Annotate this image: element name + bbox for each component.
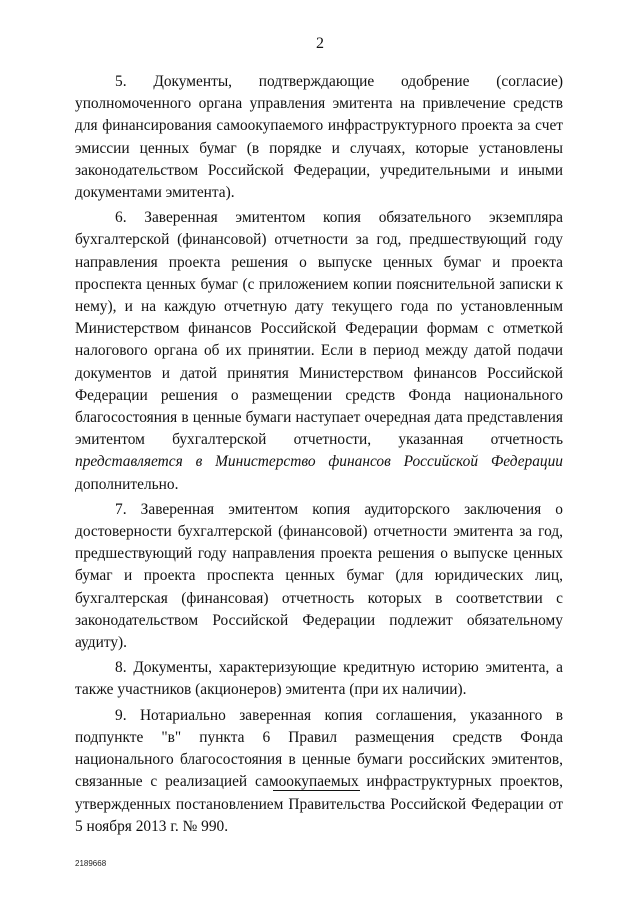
paragraph-7: 7. Заверенная эмитентом копия аудиторского заключения о достоверности бухгалтерской (финансовой) отчетности эмитента за год, предшествующий году направления проекта решения о выпуске ценных бумаг и проекта проспекта ценных бумаг (для юридических лиц, бухгалтерская (финансовая) отчетность которых в соответствии с законодательством Российской Федерации подлежит обязательному аудиту). <box>75 500 563 652</box>
paragraph-6-text: 6. Заверенная эмитентом копия обязательного экземпляра бухгалтерской (финансовой) отчетности за год, предшествующий году направления проекта решения о выпуске ценных бумаг и проекта проспекта ценных бумаг (с приложением копии пояснительной записки к нему), и на каждую отчетную дату текущего года по установленным Министерством финансов Российской Федерации формам с отметкой налогового органа об их принятии. Если в период между датой подачи документов и датой принятия Министерством финансов Российской Федерации решения о размещении средств Фонда национального благосостояния в ценные бумаги наступает очередная дата представления эмитентом бухгалтерской отчетности, указанная отчетность <box>75 209 563 449</box>
document-code: 2189668 <box>75 859 107 868</box>
paragraph-6 <box>75 207 563 496</box>
page-number: 2 <box>316 35 324 52</box>
paragraph-6-end: дополнительно. <box>75 475 179 493</box>
paragraph-8: 8. Документы, характеризующие кредитную историю эмитента, а также участников (акционеров) эмитента (при их наличии). <box>75 659 563 699</box>
end-separator-line <box>273 790 360 791</box>
document-body <box>75 71 563 841</box>
paragraph-6-italic: представляется в Министерство финансов Российской Федерации <box>75 453 563 471</box>
paragraph-9: 9. Нотариально заверенная копия соглашения, указанного в подпункте "в" пункта 6 Правил размещения средств Фонда национального благосостояния в ценные бумаги российских эмитентов, связанные с реализацией самоокупаемых инфраструктурных проектов, утвержденных постановлением Правительства Российской Федерации от 5 ноября 2013 г. № 990. <box>75 706 563 835</box>
paragraph-5: 5. Документы, подтверждающие одобрение (согласие) уполномоченного органа управления эмитента на привлечение средств для финансирования самоокупаемого инфраструктурного проекта за счет эмиссии ценных бумаг (в порядке и случаях, которые установлены законодательством Российской Федерации, учредительными и иными документами эмитента). <box>75 73 563 202</box>
